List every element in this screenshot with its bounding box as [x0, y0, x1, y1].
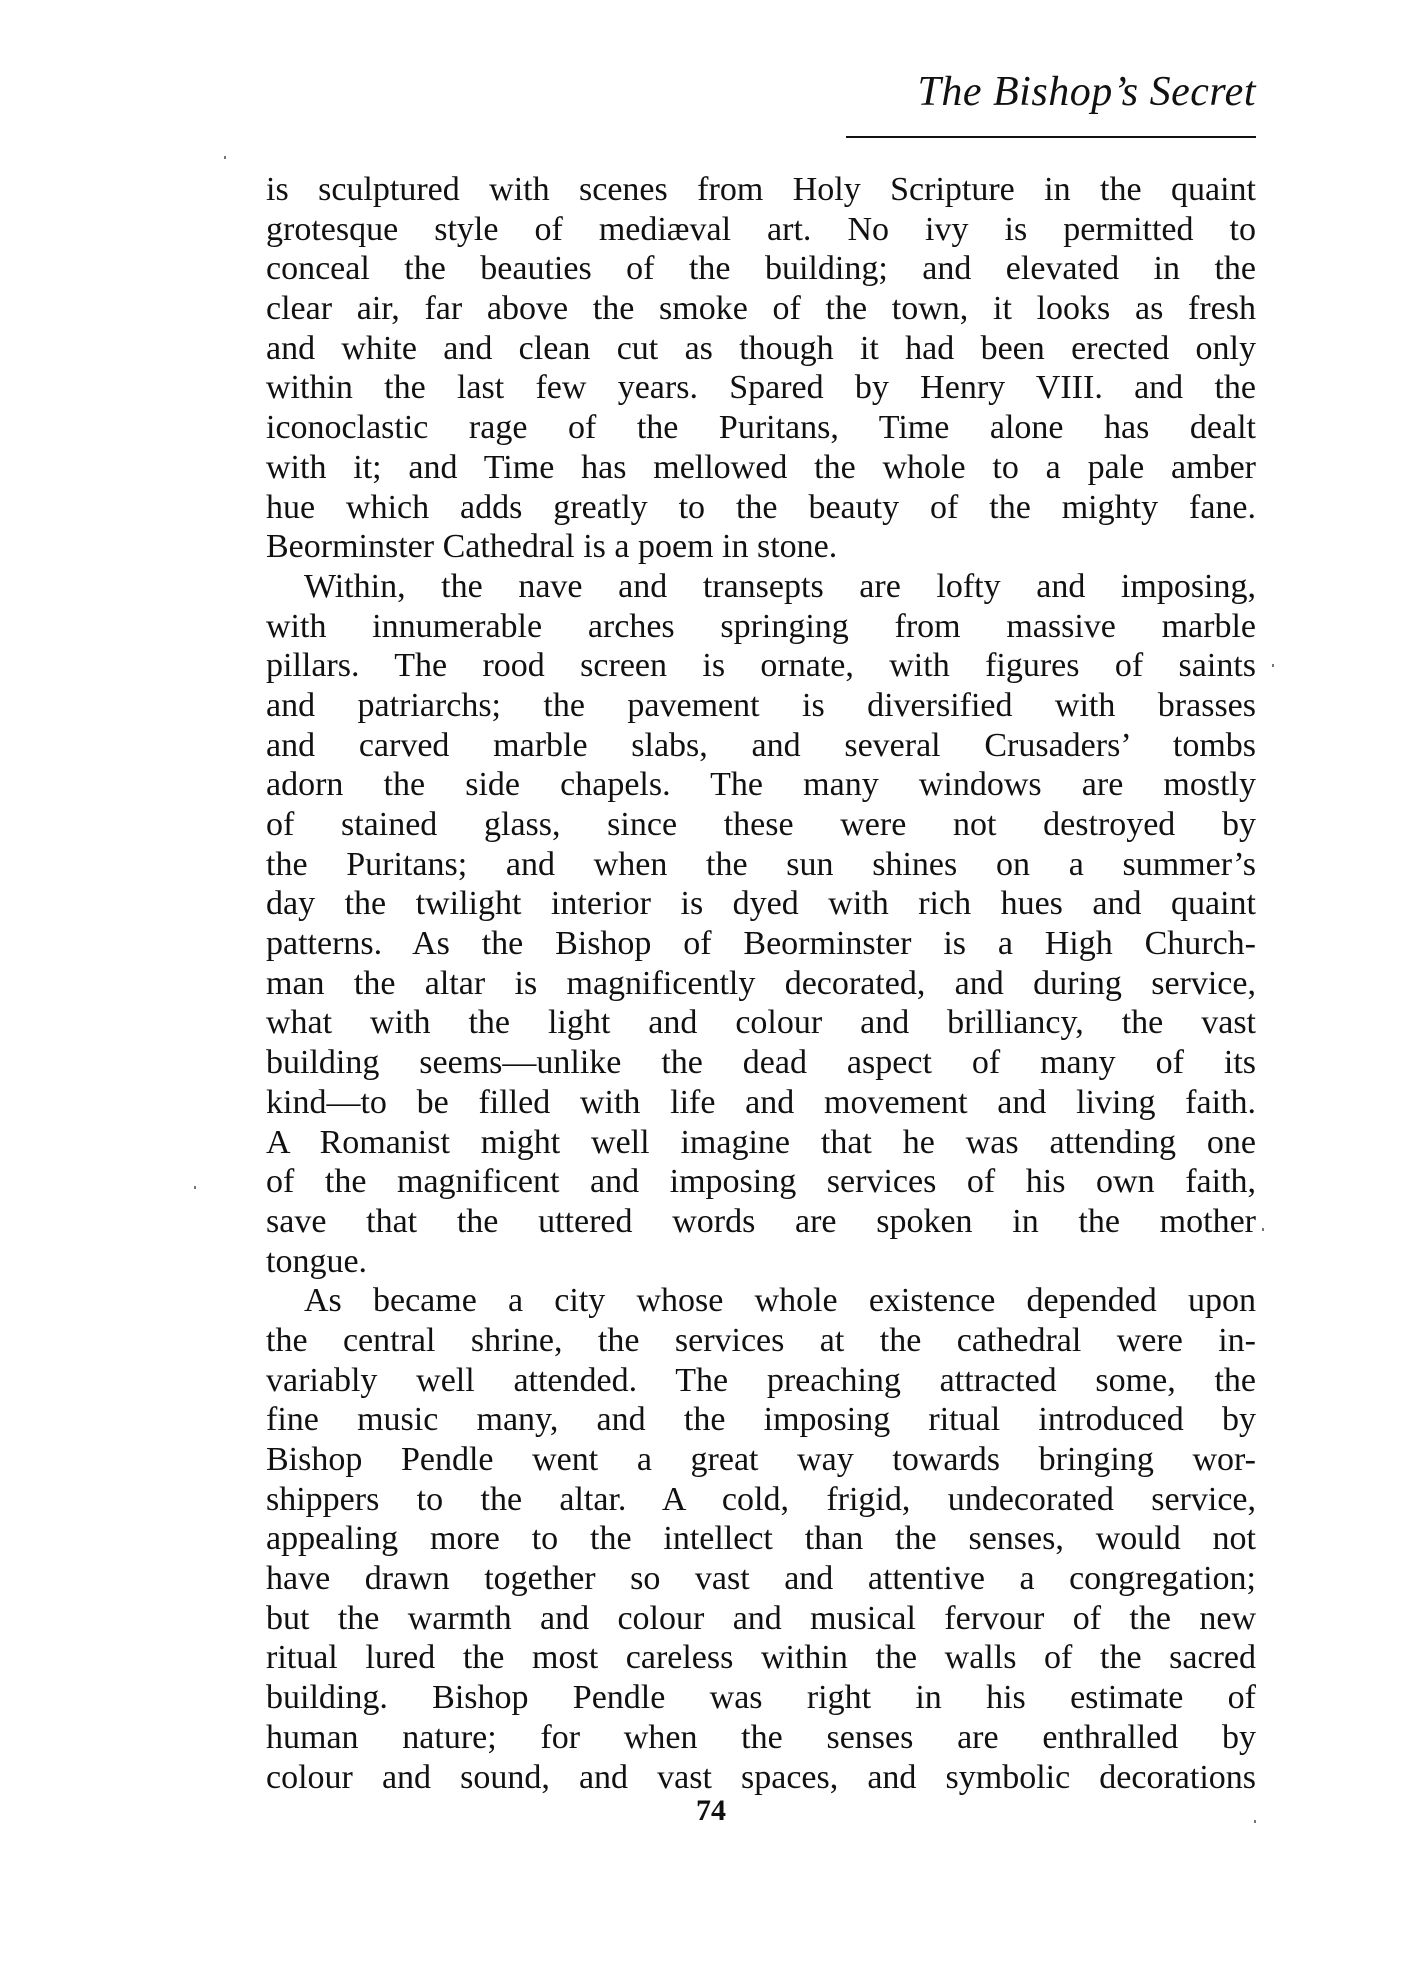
- text-line: and white and clean cut as though it had been erected only: [266, 329, 1256, 367]
- scan-speck: [1262, 1228, 1264, 1231]
- body-text: [266, 170, 1256, 1797]
- scan-speck: [194, 1186, 196, 1189]
- text-line: ritual lured the most careless within the walls of the sacred: [266, 1639, 1256, 1677]
- running-head: [846, 68, 1256, 140]
- text-line: iconoclastic rage of the Puritans, Time alone has dealt: [266, 409, 1256, 447]
- text-line: and patriarchs; the pavement is diversified with brasses: [266, 686, 1256, 724]
- text-line: tongue.: [266, 1242, 368, 1280]
- text-line: shippers to the altar. A cold, frigid, undecorated service,: [266, 1480, 1256, 1518]
- text-line: clear air, far above the smoke of the town, it looks as fresh: [266, 290, 1256, 328]
- text-line: with innumerable arches springing from massive marble: [266, 607, 1256, 645]
- text-line: Beorminster Cathedral is a poem in stone.: [266, 528, 838, 566]
- header-rule: [846, 136, 1256, 138]
- text-line: building seems—unlike the dead aspect of many of its: [266, 1044, 1256, 1082]
- text-line: day the twilight interior is dyed with rich hues and quaint: [266, 885, 1256, 923]
- text-line: Within, the nave and transepts are lofty and imposing,: [304, 567, 1256, 605]
- text-line: have drawn together so vast and attentive a congregation;: [266, 1560, 1256, 1598]
- scan-speck: [1272, 664, 1274, 667]
- text-line: save that the uttered words are spoken in the mother: [266, 1202, 1256, 1240]
- text-line: colour and sound, and vast spaces, and symbolic decorations: [266, 1758, 1256, 1796]
- scan-speck: [1254, 1820, 1256, 1823]
- text-line: of the magnificent and imposing services of his own faith,: [266, 1163, 1256, 1201]
- text-line: A Romanist might well imagine that he was attending one: [266, 1123, 1256, 1161]
- text-line: but the warmth and colour and musical fervour of the new: [266, 1599, 1256, 1637]
- page-number: 74: [696, 1794, 726, 1827]
- text-line: the Puritans; and when the sun shines on a summer’s: [266, 845, 1256, 883]
- text-line: the central shrine, the services at the cathedral were in-: [266, 1321, 1256, 1359]
- text-line: patterns. As the Bishop of Beorminster is a High Church-: [266, 925, 1256, 963]
- text-line: grotesque style of mediæval art. No ivy is permitted to: [266, 210, 1256, 248]
- text-line: of stained glass, since these were not destroyed by: [266, 806, 1256, 843]
- text-line: within the last few years. Spared by Henry VIII. and the: [266, 369, 1256, 407]
- text-line: is sculptured with scenes from Holy Scripture in the quaint: [266, 171, 1256, 208]
- running-title: The Bishop’s Secret: [917, 69, 1256, 115]
- text-line: hue which adds greatly to the beauty of the mighty fane.: [266, 488, 1256, 526]
- text-line: adorn the side chapels. The many windows are mostly: [266, 766, 1256, 804]
- text-line: kind—to be filled with life and movement and living faith.: [266, 1083, 1256, 1121]
- text-line: human nature; for when the senses are enthralled by: [266, 1718, 1256, 1756]
- text-line: what with the light and colour and brilliancy, the vast: [266, 1004, 1256, 1042]
- scan-speck: [224, 156, 226, 159]
- text-line: man the altar is magnificently decorated, and during service,: [266, 964, 1256, 1002]
- text-line: Bishop Pendle went a great way towards bringing wor-: [266, 1441, 1256, 1478]
- text-line: pillars. The rood screen is ornate, with figures of saints: [266, 647, 1256, 685]
- text-line: variably well attended. The preaching attracted some, the: [266, 1361, 1256, 1399]
- text-line: appealing more to the intellect than the senses, would not: [266, 1520, 1256, 1558]
- text-line: with it; and Time has mellowed the whole to a pale amber: [266, 448, 1256, 486]
- text-line: and carved marble slabs, and several Crusaders’ tombs: [266, 726, 1256, 764]
- text-line: fine music many, and the imposing ritual introduced by: [266, 1401, 1256, 1439]
- text-line: conceal the beauties of the building; and elevated in the: [266, 250, 1256, 288]
- text-line: building. Bishop Pendle was right in his estimate of: [266, 1679, 1256, 1717]
- text-line: As became a city whose whole existence depended upon: [304, 1282, 1256, 1320]
